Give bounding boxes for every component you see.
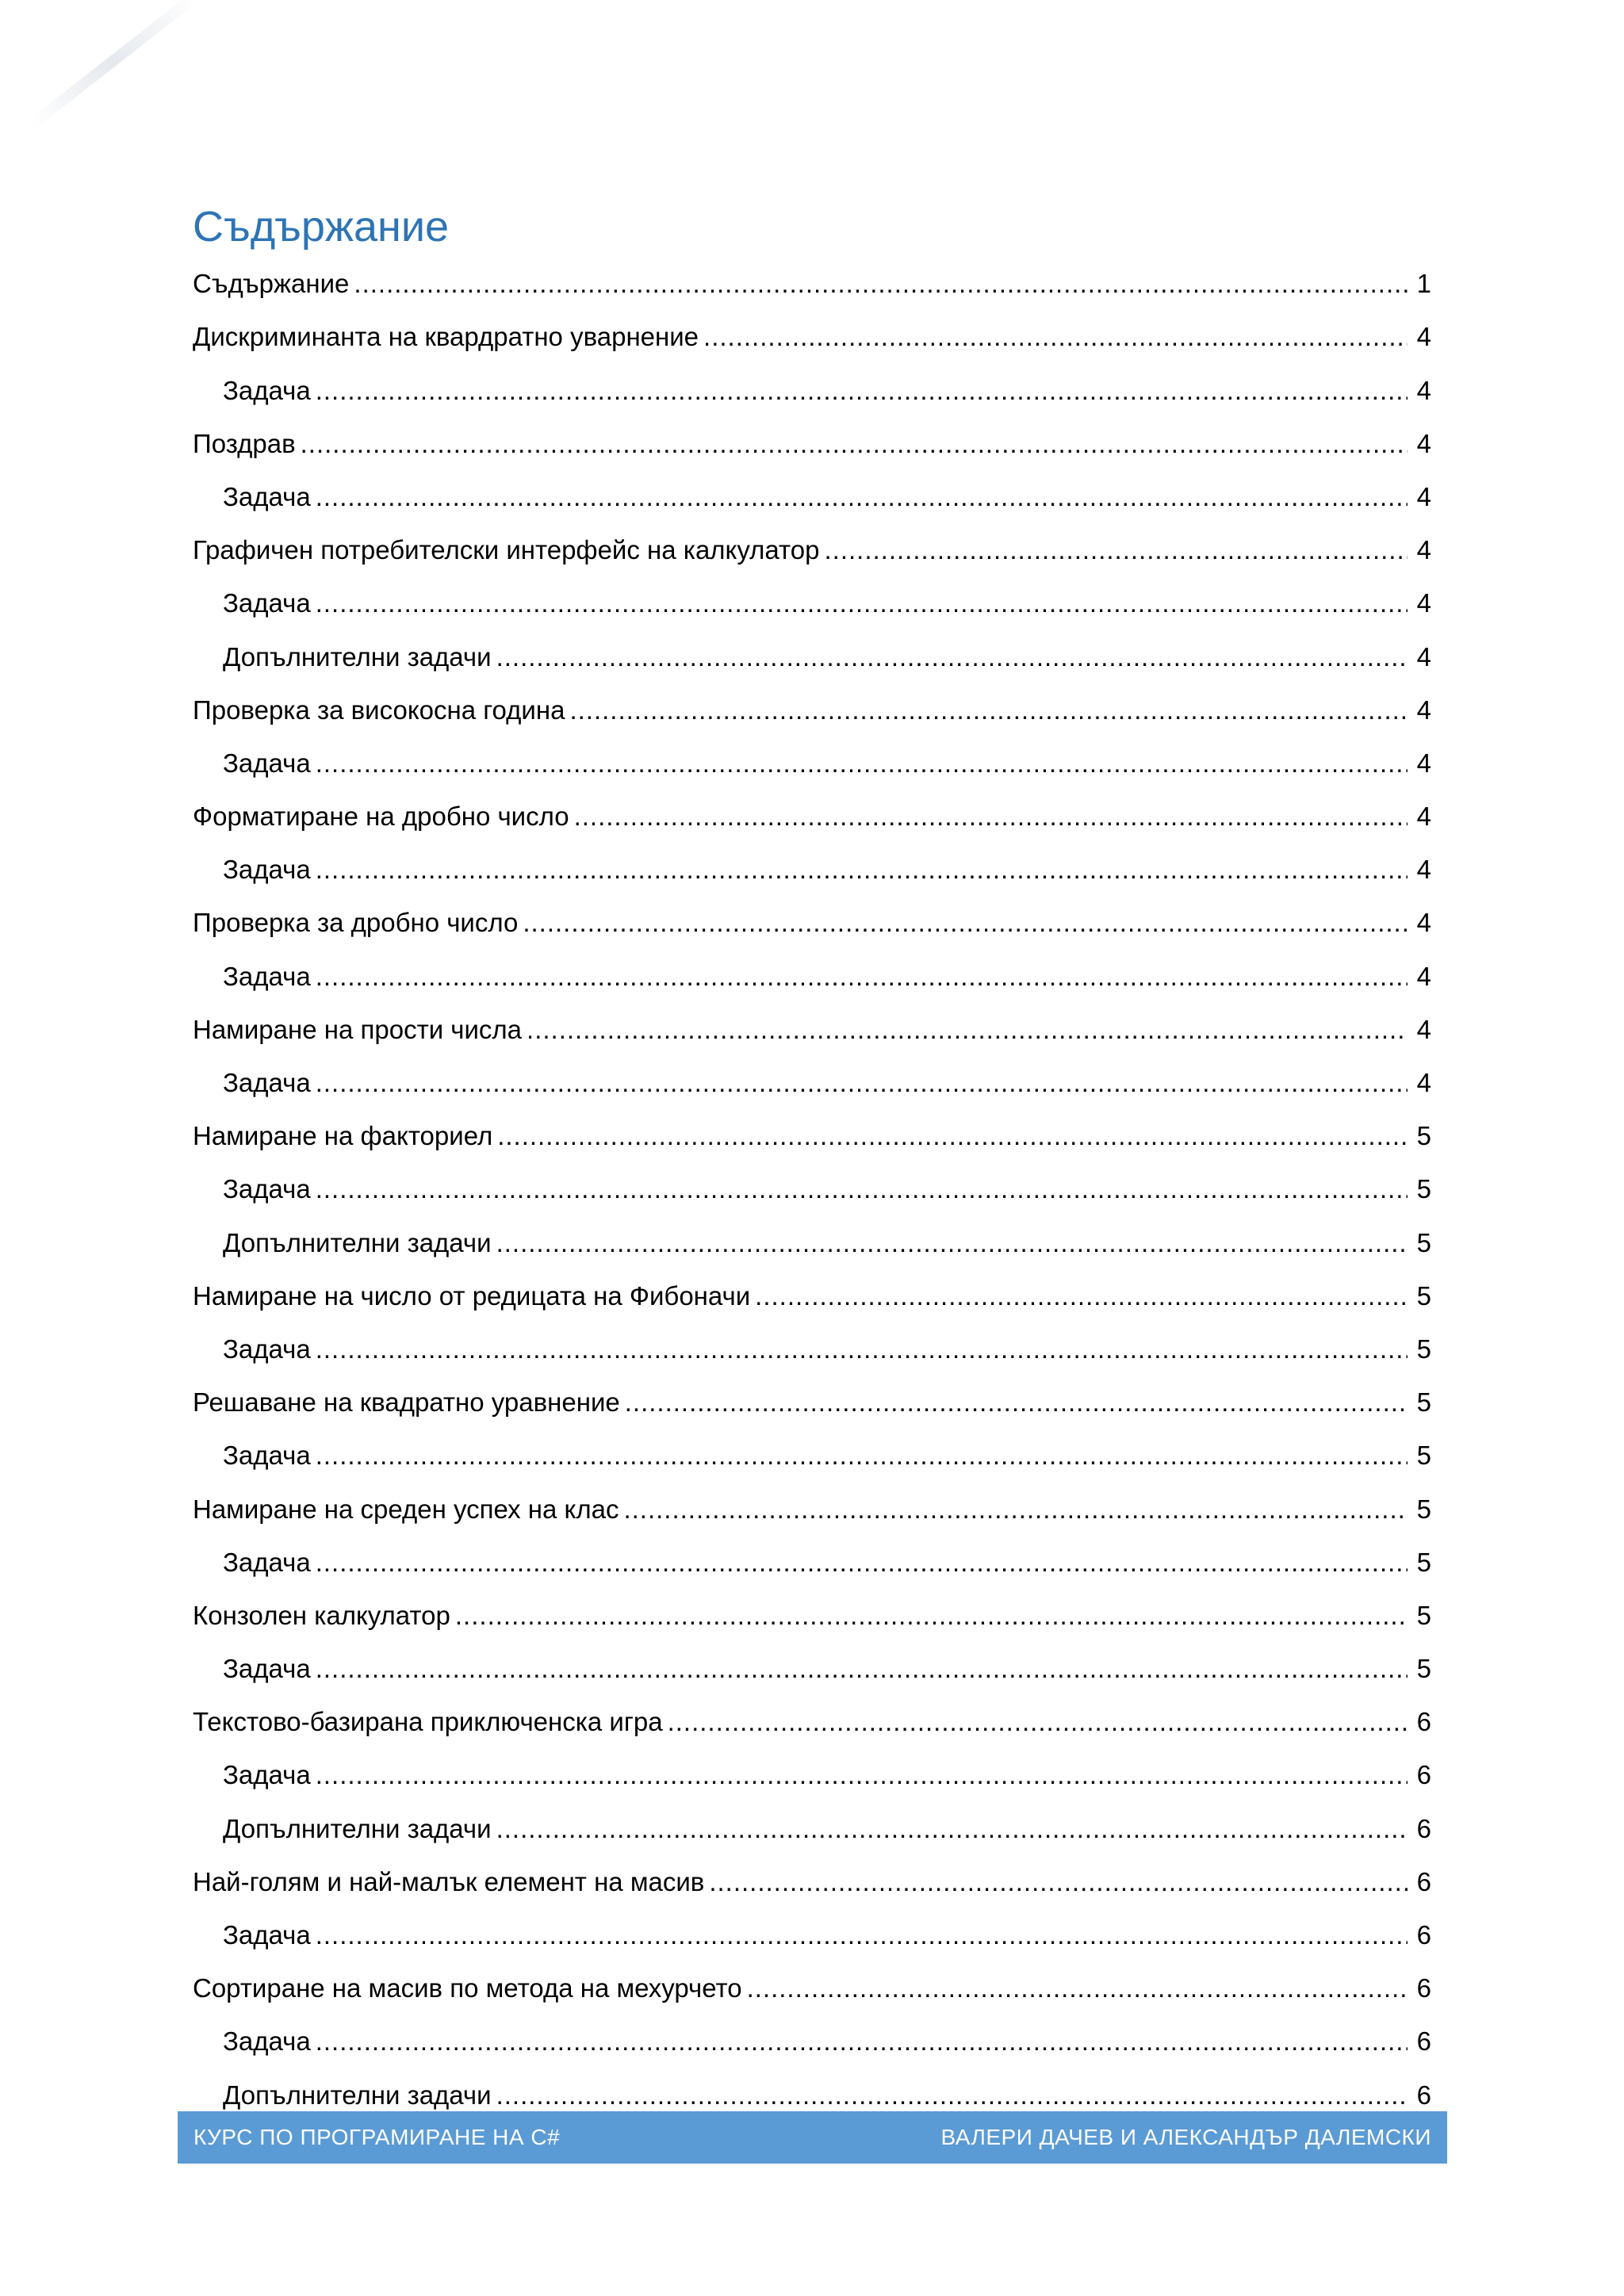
toc-entry-title: Проверка за дробно число: [193, 908, 519, 938]
toc-entry-title: Допълнителни задачи: [223, 641, 492, 672]
toc-entry[interactable]: [193, 519, 1431, 572]
toc-dot-leader: [316, 582, 1408, 625]
toc-page-number: 6: [1416, 1813, 1431, 1843]
toc-page-number: 6: [1416, 2026, 1431, 2057]
toc-entry-title: Текстово-базирана приключенска игра: [193, 1707, 663, 1737]
toc-subentry[interactable]: [193, 1424, 1431, 1477]
toc-entry[interactable]: [193, 891, 1431, 944]
toc-entry[interactable]: [193, 252, 1431, 305]
toc-dot-leader: [354, 262, 1408, 305]
toc-entry[interactable]: [193, 1957, 1431, 2010]
toc-page-number: 5: [1416, 1494, 1431, 1524]
toc-subentry[interactable]: [193, 732, 1431, 785]
toc-dot-leader: [496, 1808, 1408, 1850]
toc-page-number: 1: [1416, 269, 1431, 299]
toc-dot-leader: [496, 2074, 1408, 2117]
toc-dot-leader: [316, 1541, 1408, 1584]
toc-dot-leader: [569, 689, 1408, 732]
toc-entry[interactable]: [193, 1850, 1431, 1904]
toc-page-number: 4: [1416, 1014, 1431, 1044]
toc-entry[interactable]: [193, 1584, 1431, 1637]
toc-entry-title: Съдържание: [193, 269, 350, 299]
toc-dot-leader: [703, 316, 1408, 358]
footer-authors: ВАЛЕРИ ДАЧЕВ И АЛЕКСАНДЪР ДАЛЕМСКИ: [940, 2125, 1431, 2149]
toc-entry-title: Намиране на прости числа: [193, 1014, 523, 1044]
footer-course-title: КУРС ПО ПРОГРАМИРАНЕ НА C#: [193, 2125, 561, 2149]
toc-dot-leader: [316, 1754, 1408, 1797]
toc-entry-title: Най-голям и най-малък елемент на масив: [193, 1866, 705, 1896]
toc-entry-title: Задача: [223, 748, 311, 778]
toc-heading: Съдържание: [193, 203, 450, 251]
toc-subentry[interactable]: [193, 1158, 1431, 1211]
toc-entry-title: Задача: [223, 1654, 311, 1684]
toc-dot-leader: [623, 1488, 1408, 1531]
toc-subentry[interactable]: [193, 1743, 1431, 1797]
toc-entry-title: Задача: [223, 1547, 311, 1577]
toc-entry-title: Поздрав: [193, 428, 296, 458]
toc-subentry[interactable]: [193, 1318, 1431, 1371]
toc-dot-leader: [709, 1861, 1408, 1904]
toc-entry[interactable]: [193, 998, 1431, 1051]
toc-entry[interactable]: [193, 1477, 1431, 1530]
toc-dot-leader: [747, 1967, 1408, 2010]
toc-page-number: 5: [1416, 1654, 1431, 1684]
toc-page-number: 6: [1416, 2080, 1431, 2110]
toc-entry-title: Решаване на квадратно уравнение: [193, 1387, 620, 1418]
toc-page-number: 6: [1416, 1866, 1431, 1896]
toc-page-number: 5: [1416, 1280, 1431, 1311]
toc-entry-title: Задача: [223, 1334, 311, 1364]
toc-entry-title: Допълнителни задачи: [223, 1813, 492, 1843]
toc-entry[interactable]: [193, 785, 1431, 838]
toc-entry-title: Задача: [223, 1068, 311, 1097]
toc-entry-title: Дискриминанта на квардратно уварнение: [193, 322, 699, 352]
toc-subentry[interactable]: [193, 2063, 1431, 2116]
toc-page-number: 5: [1416, 1547, 1431, 1577]
toc-page-number: 4: [1416, 535, 1431, 565]
toc-entry[interactable]: [193, 1104, 1431, 1158]
toc-dot-leader: [455, 1594, 1408, 1637]
toc-entry[interactable]: [193, 1265, 1431, 1318]
toc-subentry[interactable]: [193, 838, 1431, 891]
toc-entry-title: Намиране на среден успех на клас: [193, 1494, 619, 1524]
table-of-contents: [193, 252, 1431, 2117]
toc-entry[interactable]: [193, 412, 1431, 465]
toc-page-number: 5: [1416, 1441, 1431, 1471]
toc-entry-title: Задача: [223, 2026, 311, 2057]
toc-dot-leader: [316, 1647, 1408, 1690]
toc-entry-title: Задача: [223, 1760, 311, 1790]
toc-entry-title: Конзолен калкулатор: [193, 1600, 450, 1630]
page-footer: [178, 2111, 1447, 2164]
toc-dot-leader: [625, 1381, 1408, 1424]
toc-page-number: 4: [1416, 322, 1431, 352]
toc-subentry[interactable]: [193, 358, 1431, 411]
toc-page-number: 4: [1416, 908, 1431, 938]
toc-entry[interactable]: [193, 1690, 1431, 1743]
scan-artifact: [29, 0, 198, 129]
toc-dot-leader: [668, 1701, 1408, 1743]
toc-page-number: 4: [1416, 695, 1431, 725]
toc-subentry[interactable]: [193, 1637, 1431, 1690]
toc-page-number: 6: [1416, 1760, 1431, 1790]
toc-entry[interactable]: [193, 1371, 1431, 1424]
toc-dot-leader: [316, 476, 1408, 519]
toc-dot-leader: [523, 901, 1408, 944]
toc-subentry[interactable]: [193, 2010, 1431, 2063]
toc-page-number: 5: [1416, 1174, 1431, 1204]
toc-page-number: 4: [1416, 855, 1431, 885]
toc-dot-leader: [316, 1168, 1408, 1211]
toc-page-number: 5: [1416, 1121, 1431, 1151]
toc-subentry[interactable]: [193, 572, 1431, 625]
toc-dot-leader: [316, 848, 1408, 891]
toc-entry-title: Задача: [223, 961, 311, 991]
toc-entry-title: Задача: [223, 855, 311, 885]
toc-dot-leader: [316, 1328, 1408, 1371]
toc-entry-title: Проверка за високосна година: [193, 695, 565, 725]
toc-subentry[interactable]: [193, 1531, 1431, 1584]
toc-entry-title: Задача: [223, 375, 311, 405]
toc-entry[interactable]: [193, 679, 1431, 732]
toc-subentry[interactable]: [193, 465, 1431, 519]
toc-entry-title: Графичен потребителски интерфейс на калкулатор: [193, 535, 820, 565]
toc-page-number: 6: [1416, 1973, 1431, 2003]
toc-subentry[interactable]: [193, 1051, 1431, 1104]
toc-dot-leader: [316, 1062, 1408, 1104]
toc-entry-title: Задача: [223, 1920, 311, 1950]
toc-entry-title: Задача: [223, 1441, 311, 1471]
toc-dot-leader: [755, 1275, 1408, 1318]
toc-dot-leader: [316, 1434, 1408, 1477]
toc-dot-leader: [316, 2020, 1408, 2063]
toc-page-number: 4: [1416, 1068, 1431, 1097]
toc-entry[interactable]: [193, 305, 1431, 358]
toc-page-number: 5: [1416, 1387, 1431, 1418]
toc-entry-title: Задача: [223, 1174, 311, 1204]
toc-page-number: 4: [1416, 481, 1431, 511]
toc-subentry[interactable]: [193, 1797, 1431, 1850]
toc-page-number: 6: [1416, 1920, 1431, 1950]
toc-entry-title: Намиране на факториел: [193, 1121, 493, 1151]
toc-subentry[interactable]: [193, 944, 1431, 997]
toc-entry-title: Задача: [223, 481, 311, 511]
toc-page-number: 5: [1416, 1600, 1431, 1630]
toc-dot-leader: [527, 1008, 1408, 1051]
toc-dot-leader: [316, 1914, 1408, 1957]
toc-dot-leader: [496, 1222, 1408, 1265]
toc-page-number: 4: [1416, 588, 1431, 618]
toc-dot-leader: [574, 795, 1408, 838]
toc-page-number: 4: [1416, 961, 1431, 991]
toc-entry-title: Допълнителни задачи: [223, 2080, 492, 2110]
toc-page-number: 4: [1416, 641, 1431, 672]
toc-page-number: 4: [1416, 428, 1431, 458]
toc-page-number: 5: [1416, 1227, 1431, 1257]
toc-subentry[interactable]: [193, 625, 1431, 678]
toc-dot-leader: [496, 636, 1408, 679]
toc-page-number: 4: [1416, 802, 1431, 832]
toc-entry-title: Намиране на число от редицата на Фибоначи: [193, 1280, 751, 1311]
toc-dot-leader: [316, 955, 1408, 998]
toc-page-number: 5: [1416, 1334, 1431, 1364]
toc-entry-title: Задача: [223, 588, 311, 618]
toc-dot-leader: [316, 742, 1408, 785]
toc-dot-leader: [824, 529, 1408, 572]
toc-subentry[interactable]: [193, 1904, 1431, 1957]
toc-subentry[interactable]: [193, 1211, 1431, 1264]
toc-page-number: 4: [1416, 375, 1431, 405]
toc-page-number: 4: [1416, 748, 1431, 778]
toc-entry-title: Форматиране на дробно число: [193, 802, 569, 832]
toc-page-number: 6: [1416, 1707, 1431, 1737]
toc-dot-leader: [497, 1115, 1408, 1158]
toc-entry-title: Допълнителни задачи: [223, 1227, 492, 1257]
toc-dot-leader: [301, 423, 1408, 465]
toc-entry-title: Сортиране на масив по метода на мехурчето: [193, 1973, 742, 2003]
toc-dot-leader: [316, 369, 1408, 412]
